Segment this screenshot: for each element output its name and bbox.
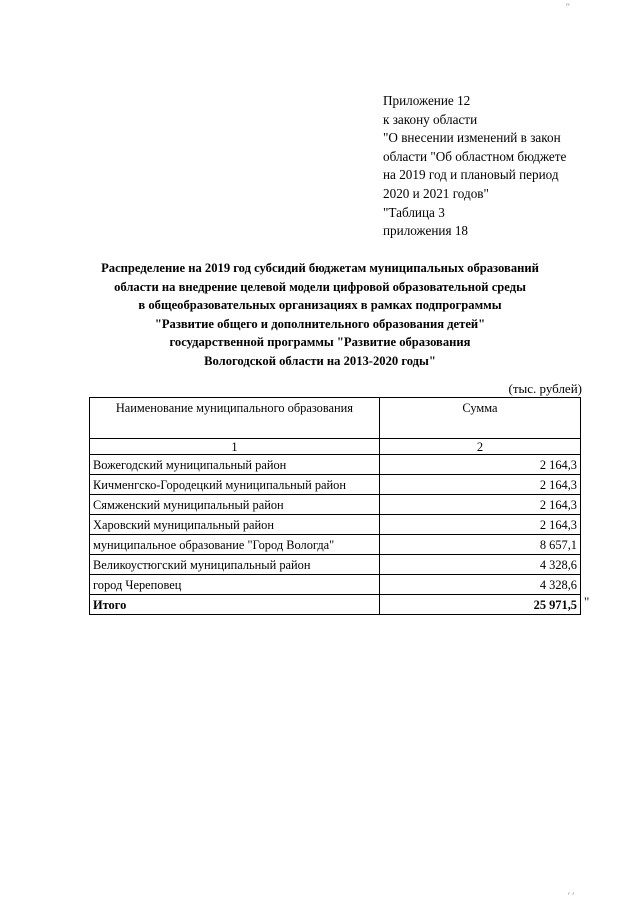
table-row: [90, 555, 581, 575]
header-sum: Сумма: [379, 398, 580, 439]
row-sum: 4 328,6: [379, 555, 580, 575]
table-row: [90, 575, 581, 595]
title-line: государственной программы "Развитие образования: [169, 335, 471, 350]
appendix-line: к закону области: [383, 111, 478, 127]
total-sum: 25 971,5: [379, 595, 580, 615]
row-name: муниципальное образование "Город Вологда": [90, 535, 380, 555]
appendix-line: приложения 18: [383, 223, 469, 239]
total-label: Итого: [90, 595, 380, 615]
appendix-reference: [383, 92, 603, 241]
title-line: области на внедрение целевой модели цифровой образовательной среды: [114, 279, 526, 294]
column-number-row: [90, 439, 581, 455]
title-line: в общеобразовательных организациях в рамках подпрограммы: [138, 298, 502, 313]
units-label: (тыс. рублей): [508, 381, 582, 396]
table-row: [90, 455, 581, 475]
closing-quote: ": [584, 594, 590, 609]
row-sum: 2 164,3: [379, 515, 580, 535]
appendix-line: 2020 и 2021 годов": [383, 185, 489, 201]
appendix-line: "Таблица 3: [383, 204, 445, 220]
row-name: Великоустюгский муниципальный район: [90, 555, 380, 575]
row-sum: 2 164,3: [379, 495, 580, 515]
subsidy-table: [89, 397, 581, 615]
header-name: Наименование муниципального образования: [90, 398, 380, 439]
appendix-line: Приложение 12: [383, 93, 471, 108]
column-number-2: 2: [379, 439, 580, 455]
row-name: Харовский муниципальный район: [90, 515, 380, 535]
scan-mark: ′ ′: [568, 891, 575, 901]
table-row: [90, 515, 581, 535]
table-row: [90, 475, 581, 495]
row-name: Кичменгско-Городецкий муниципальный район: [90, 475, 380, 495]
total-row: [90, 595, 581, 615]
row-sum: 4 328,6: [379, 575, 580, 595]
row-name: город Череповец: [90, 575, 380, 595]
title-line: "Развитие общего и дополнительного образования детей": [154, 316, 486, 331]
column-number-1: 1: [90, 439, 380, 455]
table-row: [90, 535, 581, 555]
row-sum: 8 657,1: [379, 535, 580, 555]
scan-mark: ′′: [566, 2, 570, 12]
row-name: Вожегодский муниципальный район: [90, 455, 380, 475]
appendix-line: "О внесении изменений в закон: [383, 130, 561, 146]
title-line: Распределение на 2019 год субсидий бюджетам муниципальных образований: [101, 261, 539, 275]
row-sum: 2 164,3: [379, 475, 580, 495]
document-title: [60, 259, 580, 371]
appendix-line: области "Об областном бюджете: [383, 148, 567, 164]
table-header-row: [90, 398, 581, 439]
row-sum: 2 164,3: [379, 455, 580, 475]
appendix-line: на 2019 год и плановый период: [383, 167, 559, 183]
row-name: Сямженский муниципальный район: [90, 495, 380, 515]
title-line: Вологодской области на 2013-2020 годы": [204, 353, 436, 368]
table-row: [90, 495, 581, 515]
